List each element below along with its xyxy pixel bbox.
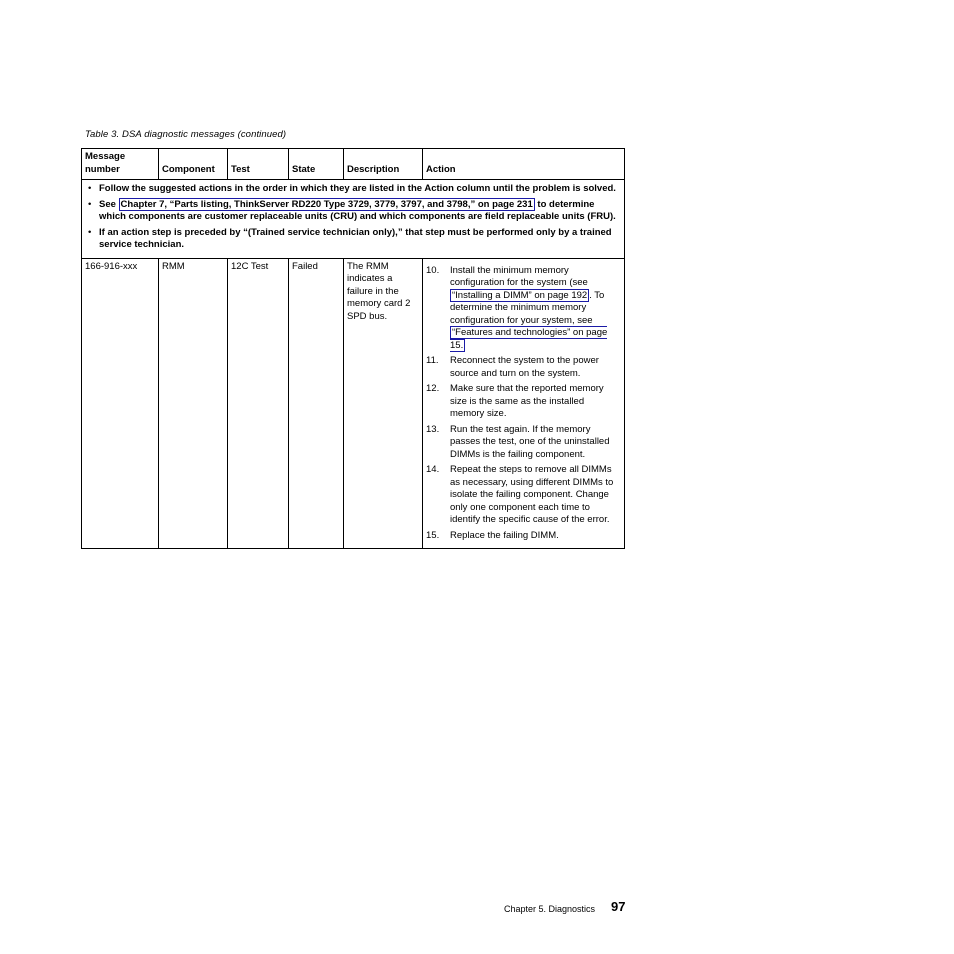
cell-description: The RMM indicates a failure in the memory card 2 SPD bus.: [344, 258, 423, 549]
step-number: 10.: [426, 264, 440, 276]
cell-action: [423, 258, 625, 549]
table-row: [82, 258, 625, 549]
header-action: Action: [423, 149, 625, 180]
step-text: Make sure that the reported memory size is the same as the installed memory size.: [450, 383, 604, 419]
parts-listing-link[interactable]: Chapter 7, “Parts listing, ThinkServer RD220 Type 3729, 3779, 3797, and 3798,” on page 231: [120, 198, 533, 210]
notes-row: [82, 180, 625, 259]
step-number: 15.: [426, 529, 440, 541]
step-text: Run the test again. If the memory passes the test, one of the uninstalled DIMMs is the failing component.: [450, 423, 610, 460]
features-technologies-link[interactable]: “Features and technologies” on page 15.: [450, 327, 608, 351]
note-item: [85, 183, 621, 196]
step-number: 11.: [426, 355, 439, 366]
action-list: [426, 265, 621, 543]
bullet-icon: •: [88, 198, 92, 210]
step-text: . To determine the minimum memory configuration for your system, see: [450, 289, 605, 326]
cell-component: RMM: [159, 258, 228, 549]
step-text: Reconnect the system to the power source and turn on the system.: [450, 355, 599, 379]
note-item: [85, 227, 621, 252]
action-step: [426, 383, 621, 421]
action-step: [426, 424, 621, 462]
step-number: 13.: [426, 423, 440, 435]
step-number: 14.: [426, 464, 440, 475]
notes-list: [85, 183, 621, 252]
header-component: Component: [159, 149, 228, 180]
bullet-icon: •: [88, 183, 92, 194]
step-text: Replace the failing DIMM.: [450, 529, 559, 541]
cell-message-number: 166-916-xxx: [82, 258, 159, 549]
notes-cell: [82, 180, 625, 259]
step-text: Install the minimum memory configuration for the system (see: [450, 264, 588, 288]
header-state: State: [289, 149, 344, 180]
action-step: [426, 530, 621, 543]
step-text: Repeat the steps to remove all DIMMs as necessary, using different DIMMs to isolate the failing component. Change only one component each time to identify the specific cause of the error.: [450, 464, 614, 525]
action-step: [426, 265, 621, 353]
header-description: Description: [344, 149, 423, 180]
bullet-icon: •: [88, 226, 92, 238]
header-test: Test: [228, 149, 289, 180]
header-row: [82, 149, 625, 180]
note-item: [85, 199, 621, 224]
table-caption: Table 3. DSA diagnostic messages (continued): [85, 129, 287, 140]
header-message-number: Message number: [82, 149, 159, 180]
footer-chapter: Chapter 5. Diagnostics: [504, 904, 596, 914]
action-step: [426, 464, 621, 527]
note-text-pre: See: [99, 198, 119, 210]
page-number: 97: [611, 899, 626, 914]
note-text: Follow the suggested actions in the order in which they are listed in the Action column until the problem is solved.: [99, 183, 616, 194]
note-text: If an action step is preceded by “(Trained service technician only),” that step must be performed only by a trained service technician.: [99, 226, 612, 250]
dsa-messages-table: [81, 148, 625, 549]
action-step: [426, 355, 621, 380]
note-text-post: to determine which components are customer replaceable units (CRU) and which components are field replaceable units (FRU).: [99, 198, 616, 222]
cell-test: 12C Test: [228, 258, 289, 549]
cell-state: Failed: [289, 258, 344, 549]
step-number: 12.: [426, 383, 440, 394]
installing-dimm-link[interactable]: “Installing a DIMM” on page 192: [452, 289, 588, 301]
